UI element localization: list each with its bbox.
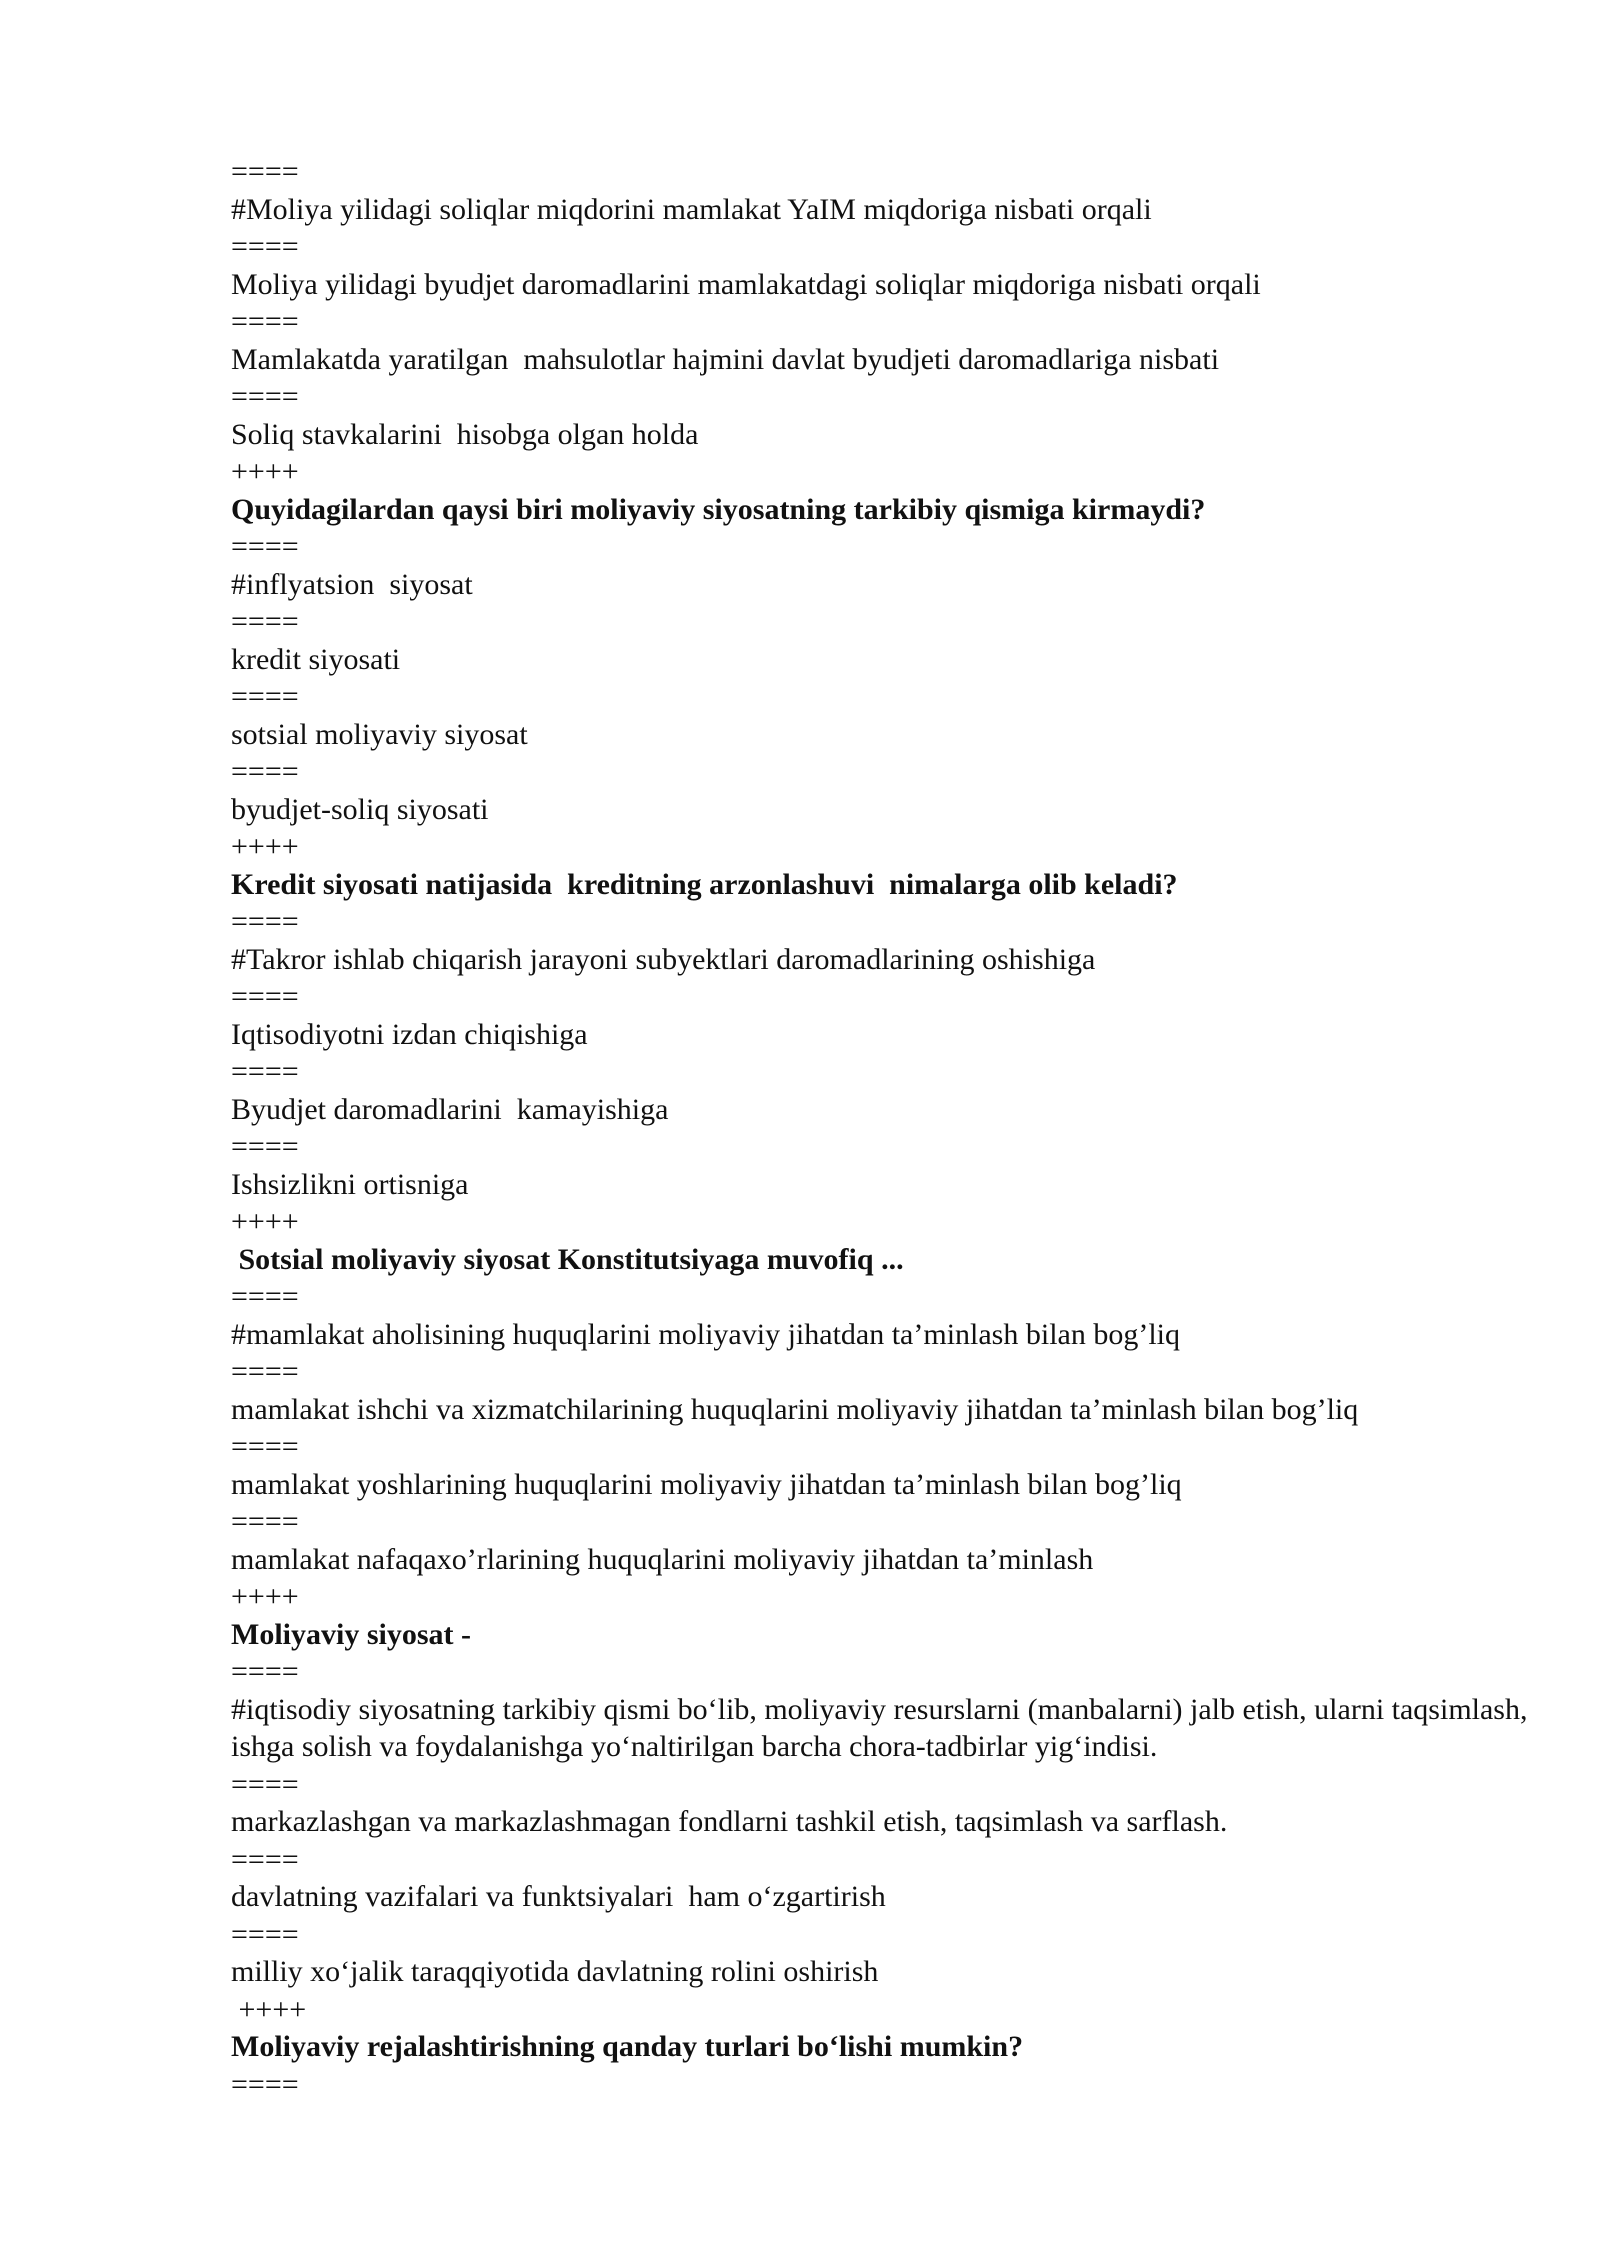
- answer-option: davlatning vazifalari va funktsiyalari ham o‘zgartirish: [231, 1880, 886, 1913]
- answer-option: #inflyatsion siyosat: [231, 567, 473, 601]
- option-separator: ====: [231, 230, 299, 263]
- option-separator: ====: [231, 1842, 299, 1876]
- answer-option: milliy xo‘jalik taraqqiyotida davlatning rolini oshirish: [231, 1955, 879, 1988]
- option-separator: ====: [231, 155, 299, 188]
- option-separator: ====: [231, 1355, 299, 1388]
- answer-option: #iqtisodiy siyosatning tarkibiy qismi bo‘lib, moliyaviy resurslarni (manbalarni) jalb etish, ularni taqsimlash, ishga solish va foydalanishga yo‘naltirilgan barcha chora-tadbirlar yig‘indisi.: [231, 1692, 1535, 1763]
- answer-option: Iqtisodiyotni izdan chiqishiga: [231, 1017, 588, 1051]
- answer-option: Ishsizlikni ortisniga: [231, 1167, 469, 1201]
- option-separator: ====: [231, 1505, 299, 1538]
- answer-option: Soliq stavkalarini hisobga olgan holda: [231, 417, 699, 451]
- question-text: Quyidagilardan qaysi biri moliyaviy siyosatning tarkibiy qismiga kirmaydi?: [231, 492, 1206, 526]
- answer-option: #Moliya yilidagi soliqlar miqdorini mamlakat YaIM miqdoriga nisbati orqali: [231, 192, 1152, 226]
- question-separator: ++++: [231, 830, 299, 863]
- option-separator: ====: [231, 1917, 299, 1951]
- question-separator: ++++: [231, 455, 299, 488]
- question-separator: ++++: [231, 1992, 307, 2026]
- question-text: Moliyaviy siyosat -: [231, 1617, 471, 1651]
- option-separator: ====: [231, 380, 299, 413]
- answer-option: mamlakat nafaqaxo’rlarining huquqlarini moliyaviy jihatdan ta’minlash: [231, 1542, 1094, 1576]
- document-page: [231, 153, 1535, 2103]
- option-separator: ====: [231, 1767, 299, 1801]
- answer-option: #mamlakat aholisining huquqlarini moliyaviy jihatdan ta’minlash bilan bog’liq: [231, 1317, 1180, 1351]
- option-separator: ====: [231, 1130, 299, 1163]
- answer-option: Mamlakatda yaratilgan mahsulotlar hajmini davlat byudjeti daromadlariga nisbati: [231, 342, 1220, 376]
- answer-option: Byudjet daromadlarini kamayishiga: [231, 1092, 669, 1126]
- answer-option: sotsial moliyaviy siyosat: [231, 717, 528, 751]
- option-separator: ====: [231, 1430, 299, 1463]
- option-separator: ====: [231, 980, 299, 1013]
- question-text: Sotsial moliyaviy siyosat Konstitutsiyaga muvofiq ...: [231, 1242, 904, 1276]
- option-separator: ====: [231, 680, 299, 713]
- option-separator: ====: [231, 905, 299, 938]
- option-separator: ====: [231, 530, 299, 563]
- answer-option: byudjet-soliq siyosati: [231, 792, 489, 826]
- question-text: Moliyaviy rejalashtirishning qanday turlari bo‘lishi mumkin?: [231, 2030, 1024, 2063]
- option-separator: ====: [231, 305, 299, 338]
- question-separator: ++++: [231, 1205, 299, 1238]
- answer-option: kredit siyosati: [231, 642, 401, 676]
- option-separator: ====: [231, 1280, 299, 1313]
- option-separator: ====: [231, 755, 299, 788]
- option-separator: ====: [231, 605, 299, 638]
- answer-option: mamlakat yoshlarining huquqlarini moliyaviy jihatdan ta’minlash bilan bog’liq: [231, 1467, 1182, 1501]
- question-separator: ++++: [231, 1580, 299, 1613]
- answer-option: Moliya yilidagi byudjet daromadlarini mamlakatdagi soliqlar miqdoriga nisbati orqali: [231, 267, 1261, 301]
- answer-option: mamlakat ishchi va xizmatchilarining huquqlarini moliyaviy jihatdan ta’minlash bilan bog’liq: [231, 1392, 1359, 1426]
- option-separator: ====: [231, 1655, 299, 1688]
- answer-option: #Takror ishlab chiqarish jarayoni subyektlari daromadlarining oshishiga: [231, 942, 1096, 976]
- answer-option: markazlashgan va markazlashmagan fondlarni tashkil etish, taqsimlash va sarflash.: [231, 1805, 1228, 1838]
- question-text: Kredit siyosati natijasida kreditning arzonlashuvi nimalarga olib keladi?: [231, 867, 1178, 901]
- option-separator: ====: [231, 1055, 299, 1088]
- option-separator: ====: [231, 2067, 299, 2101]
